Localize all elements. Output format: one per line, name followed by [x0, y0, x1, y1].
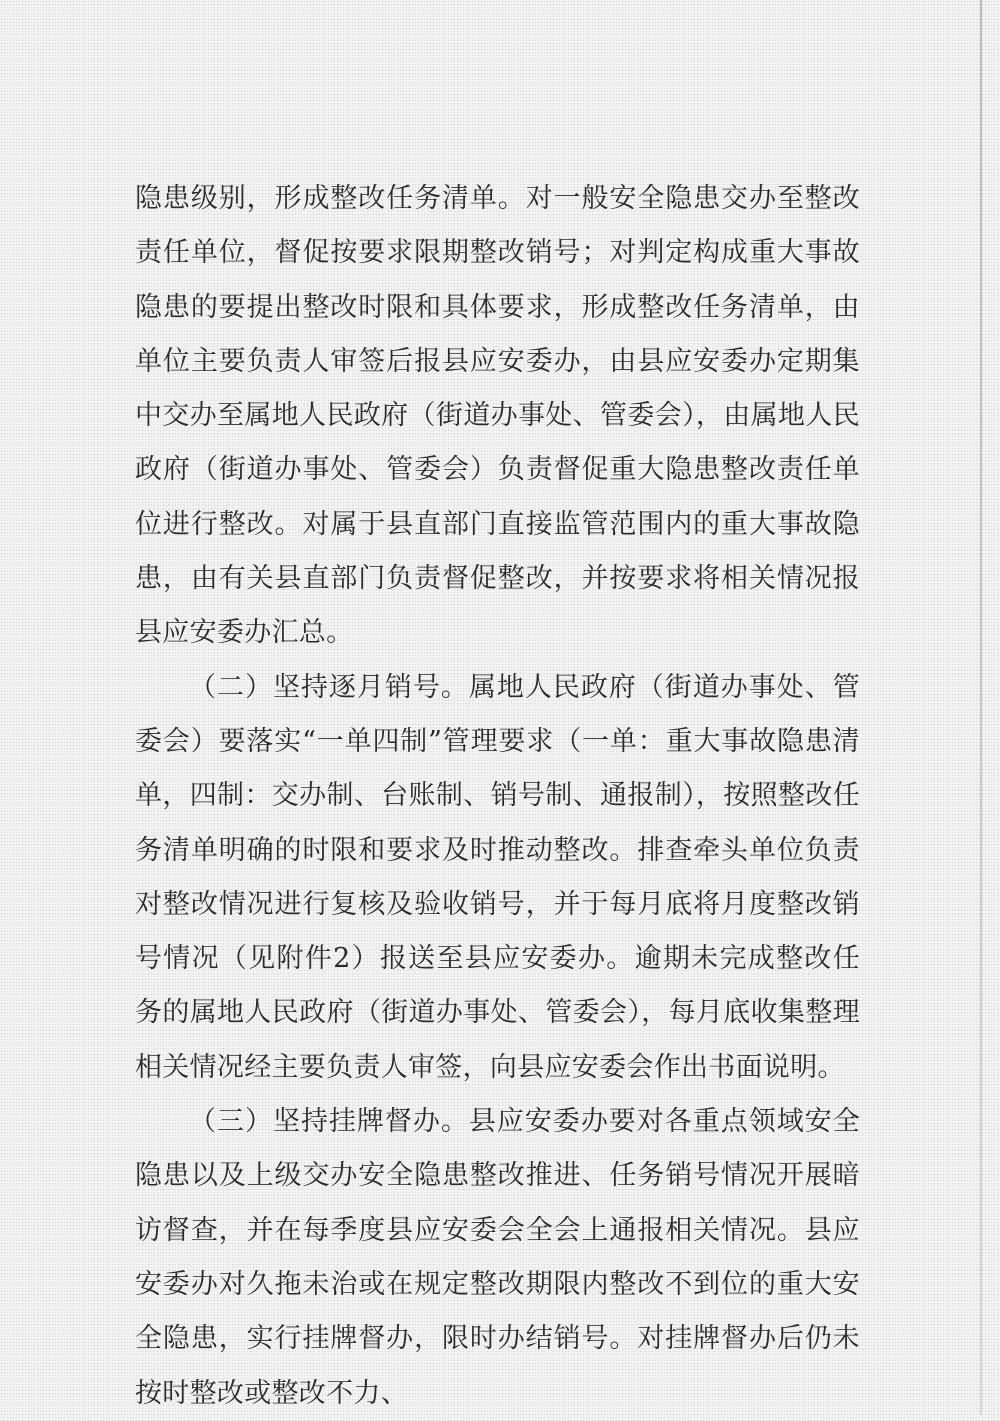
- paragraph-hazard-level: 隐患级别，形成整改任务清单。对一般安全隐患交办至整改责任单位，督促按要求限期整改销号；对判定构成重大事故隐患的要提出整改时限和具体要求，形成整改任务清单，由单位主要负责人审签后报县应安委办，由县应安委办定期集中交办至属地人民政府（街道办事处、管委会），由属地人民政府（街道办事处、管委会）负责督促重大隐患整改责任单位进行整改。对属于县直部门直接监管范围内的重大事故隐患，由有关县直部门负责督促整改，并按要求将相关情况报县应安委办汇总。: [135, 183, 860, 649]
- paragraph-monthly-closeout: （二）坚持逐月销号。属地人民政府（街道办事处、管委会）要落实“一单四制”管理要求（一单：重大事故隐患清单，四制：交办制、台账制、销号制、通报制），按照整改任务清单明确的时限和要求及时推动整改。排查牵头单位负责对整改情况进行复核及验收销号，并于每月底将月度整改销号情况（见附件2）报送至县应安委办。逾期未完成整改任务的属地人民政府（街道办事处、管委会），每月底收集整理相关情况经主要负责人审签，向县应安委会作出书面说明。: [135, 671, 860, 1083]
- document-body: [135, 172, 860, 1421]
- page-edge-shadow: [980, 0, 982, 1415]
- paragraph-listed-supervision: （三）坚持挂牌督办。县应安委办要对各重点领域安全隐患以及上级交办安全隐患整改推进、任务销号情况开展暗访督查，并在每季度县应安委会全会上通报相关情况。县应安委办对久拖未治或在规定整改期限内整改不到位的重大安全隐患，实行挂牌督办，限时办结销号。对挂牌督办后仍未按时整改或整改不力、: [135, 1106, 860, 1409]
